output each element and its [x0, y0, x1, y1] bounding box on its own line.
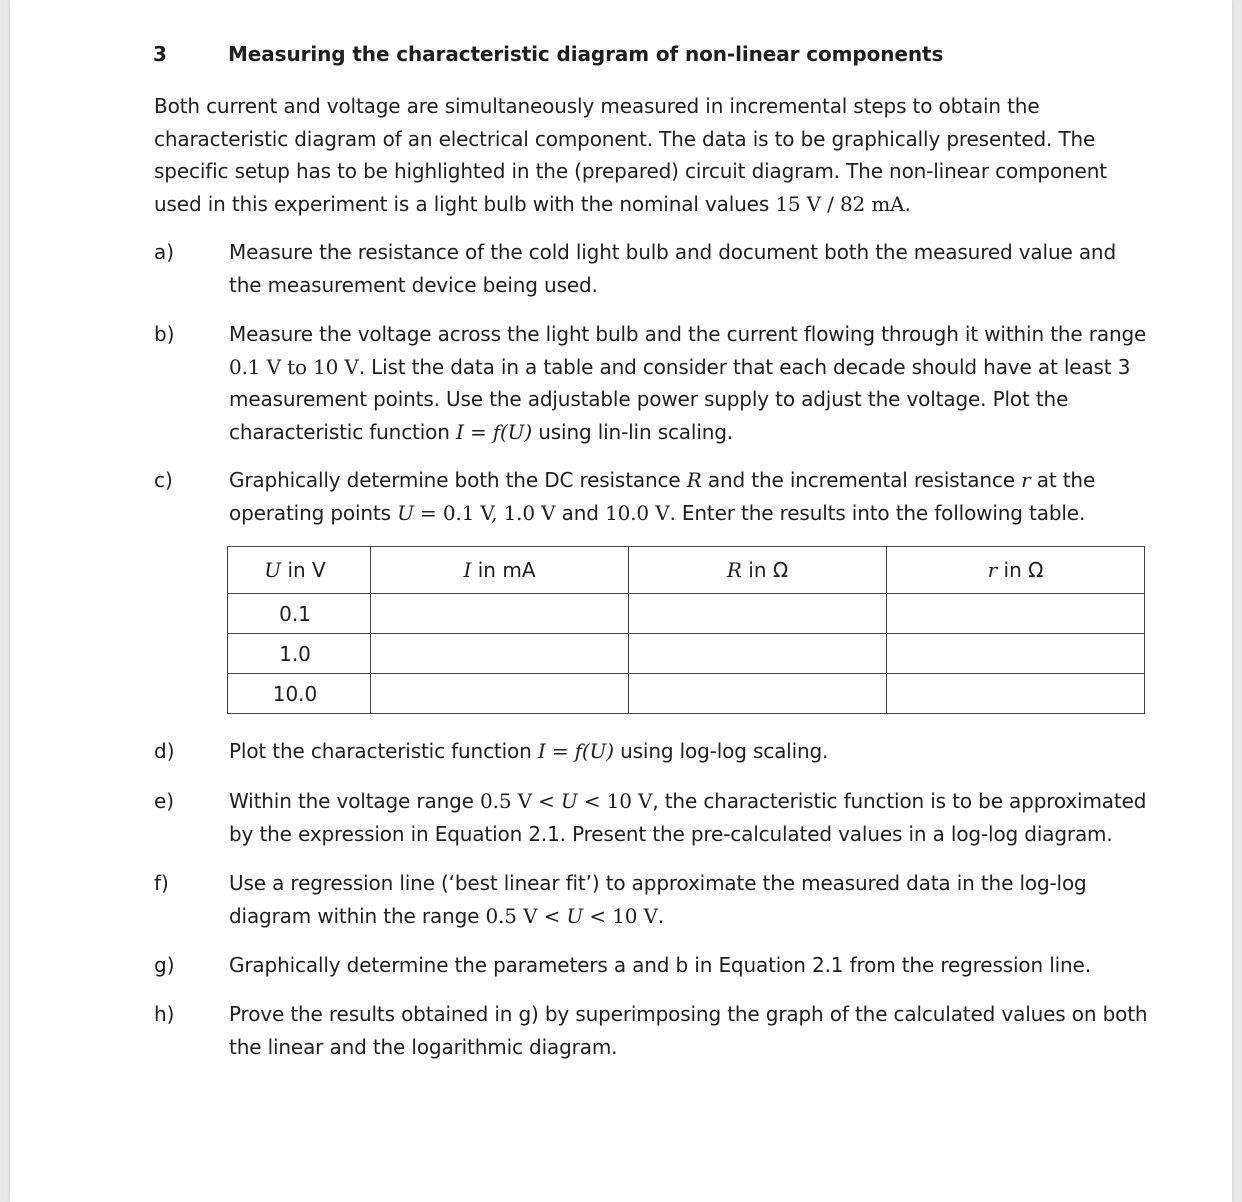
item-h-label: h) [154, 1002, 175, 1026]
table-header-row [228, 547, 1145, 594]
item-b-formula-eq: = [463, 419, 493, 444]
intro-end: . [904, 191, 911, 216]
header-i-var: I [463, 558, 472, 582]
item-b-formula-f: f [492, 419, 501, 444]
document-page [10, 0, 1232, 1202]
header-i-unit: in mA [471, 558, 536, 582]
table-row [228, 674, 1145, 714]
item-d-formula-i: I [537, 739, 546, 763]
item-c-text-4: and [555, 500, 606, 525]
cell-i[interactable] [371, 594, 629, 634]
item-e-range-b: < 10 V [577, 789, 653, 813]
table-row [228, 634, 1145, 674]
item-c-var-r: r [1021, 468, 1031, 492]
item-c-text-2: and the incremental resistance [701, 468, 1022, 492]
cell-u [228, 594, 371, 634]
item-d-text [229, 735, 1154, 768]
cell-u [228, 634, 371, 674]
header-i [371, 547, 629, 594]
item-d-text-2: using log-log scaling. [613, 739, 829, 763]
item-c-point3: 10.0 V [605, 500, 670, 525]
header-r-unit: in Ω [997, 558, 1044, 582]
item-a-text: Measure the resistance of the cold light bulb and document both the measured value and the measurement device being used. [229, 240, 1117, 297]
item-e-range-a: 0.5 V < [480, 789, 561, 813]
item-e-text-2: , the characteristic function is to be approximated by the expression in Equation 2.1. Present the pre-calculated values in a log-log diagram. [229, 789, 1147, 846]
cell-R[interactable] [629, 634, 887, 674]
cell-r[interactable] [887, 594, 1145, 634]
header-R-var: R [726, 558, 742, 582]
item-e-text-1: Within the voltage range [229, 789, 481, 813]
item-c-var-R: R [686, 468, 702, 492]
results-table [227, 546, 1145, 714]
table-row [228, 594, 1145, 634]
item-f-text-1: Use a regression line (‘best linear fit’) to approximate the measured data in the log-log diagram within the range [229, 871, 1087, 928]
cell-u [228, 674, 371, 714]
header-r-var: r [987, 558, 998, 582]
item-g-text: Graphically determine the parameters a and b in Equation 2.1 from the regression line. [229, 953, 1091, 977]
header-R-unit: in Ω [741, 558, 789, 582]
item-c-points: = 0.1 V, 1.0 V [413, 500, 556, 525]
item-b-range: 0.1 V to 10 V [229, 354, 359, 379]
cell-r[interactable] [887, 674, 1145, 714]
item-f-range-a: 0.5 V < [485, 903, 567, 928]
section-number: 3 [153, 42, 167, 66]
header-u-unit: in V [281, 558, 326, 582]
item-g-label: g) [154, 953, 175, 977]
item-a-label: a) [154, 240, 175, 264]
nominal-values: 15 V / 82 mA [775, 191, 905, 216]
cell-u-value: 1.0 [279, 641, 311, 666]
cell-R[interactable] [629, 674, 887, 714]
item-c-text [229, 464, 1154, 529]
item-c-text-3: at the operating points [229, 468, 1096, 525]
item-e-var-U: U [560, 789, 578, 813]
item-b-text-2: . List the data in a table and consider that each decade should have at least 3 measurement points. Use the adjustable power supply to adjust the voltage. Plot the characteristic function [229, 354, 1131, 444]
cell-u-value: 0.1 [279, 601, 311, 626]
header-u [228, 547, 371, 594]
cell-i[interactable] [371, 674, 629, 714]
item-f-text [229, 867, 1154, 932]
item-d-text-1: Plot the characteristic function [229, 739, 538, 763]
item-b-text-1: Measure the voltage across the light bulb and the current flowing through it within the range [229, 322, 1147, 346]
item-e-label: e) [154, 789, 175, 813]
item-d-formula-eq: = [545, 739, 575, 763]
item-c-var-U: U [397, 500, 414, 525]
item-b-text-3: using lin-lin scaling. [532, 419, 734, 444]
item-e-text [229, 785, 1154, 850]
item-d-formula-f: f [574, 739, 582, 763]
item-f-text-2: . [657, 903, 665, 928]
header-r [887, 547, 1145, 594]
item-f-var-U: U [566, 903, 584, 928]
cell-r[interactable] [887, 634, 1145, 674]
item-b-label: b) [154, 322, 175, 346]
item-c-text-5: . Enter the results into the following table. [669, 500, 1086, 525]
item-b-formula-i: I [455, 419, 464, 444]
item-b-formula-u: (U) [500, 419, 533, 444]
item-c-text-1: Graphically determine both the DC resistance [229, 468, 687, 492]
section-title: Measuring the characteristic diagram of non-linear components [228, 42, 944, 66]
item-f-label: f) [154, 871, 169, 895]
item-b-text [229, 318, 1154, 448]
item-c-label: c) [154, 468, 173, 492]
item-d-label: d) [154, 739, 175, 763]
intro-text: Both current and voltage are simultaneously measured in incremental steps to obtain the characteristic diagram of an electrical component. The data is to be graphically presented. The specific setup has to be highlighted in the (prepared) circuit diagram. The non-linear component used in this experiment is a light bulb with the nominal values [154, 94, 1107, 216]
cell-R[interactable] [629, 594, 887, 634]
item-d-formula-u: (U) [581, 739, 614, 763]
item-h-text: Prove the results obtained in g) by superimposing the graph of the calculated values on both the linear and the logarithmic diagram. [229, 1002, 1148, 1059]
header-R [629, 547, 887, 594]
header-u-var: U [264, 558, 282, 582]
intro-paragraph [154, 90, 1154, 220]
item-f-range-b: < 10 V [583, 903, 658, 928]
cell-u-value: 10.0 [272, 681, 318, 706]
cell-i[interactable] [371, 634, 629, 674]
